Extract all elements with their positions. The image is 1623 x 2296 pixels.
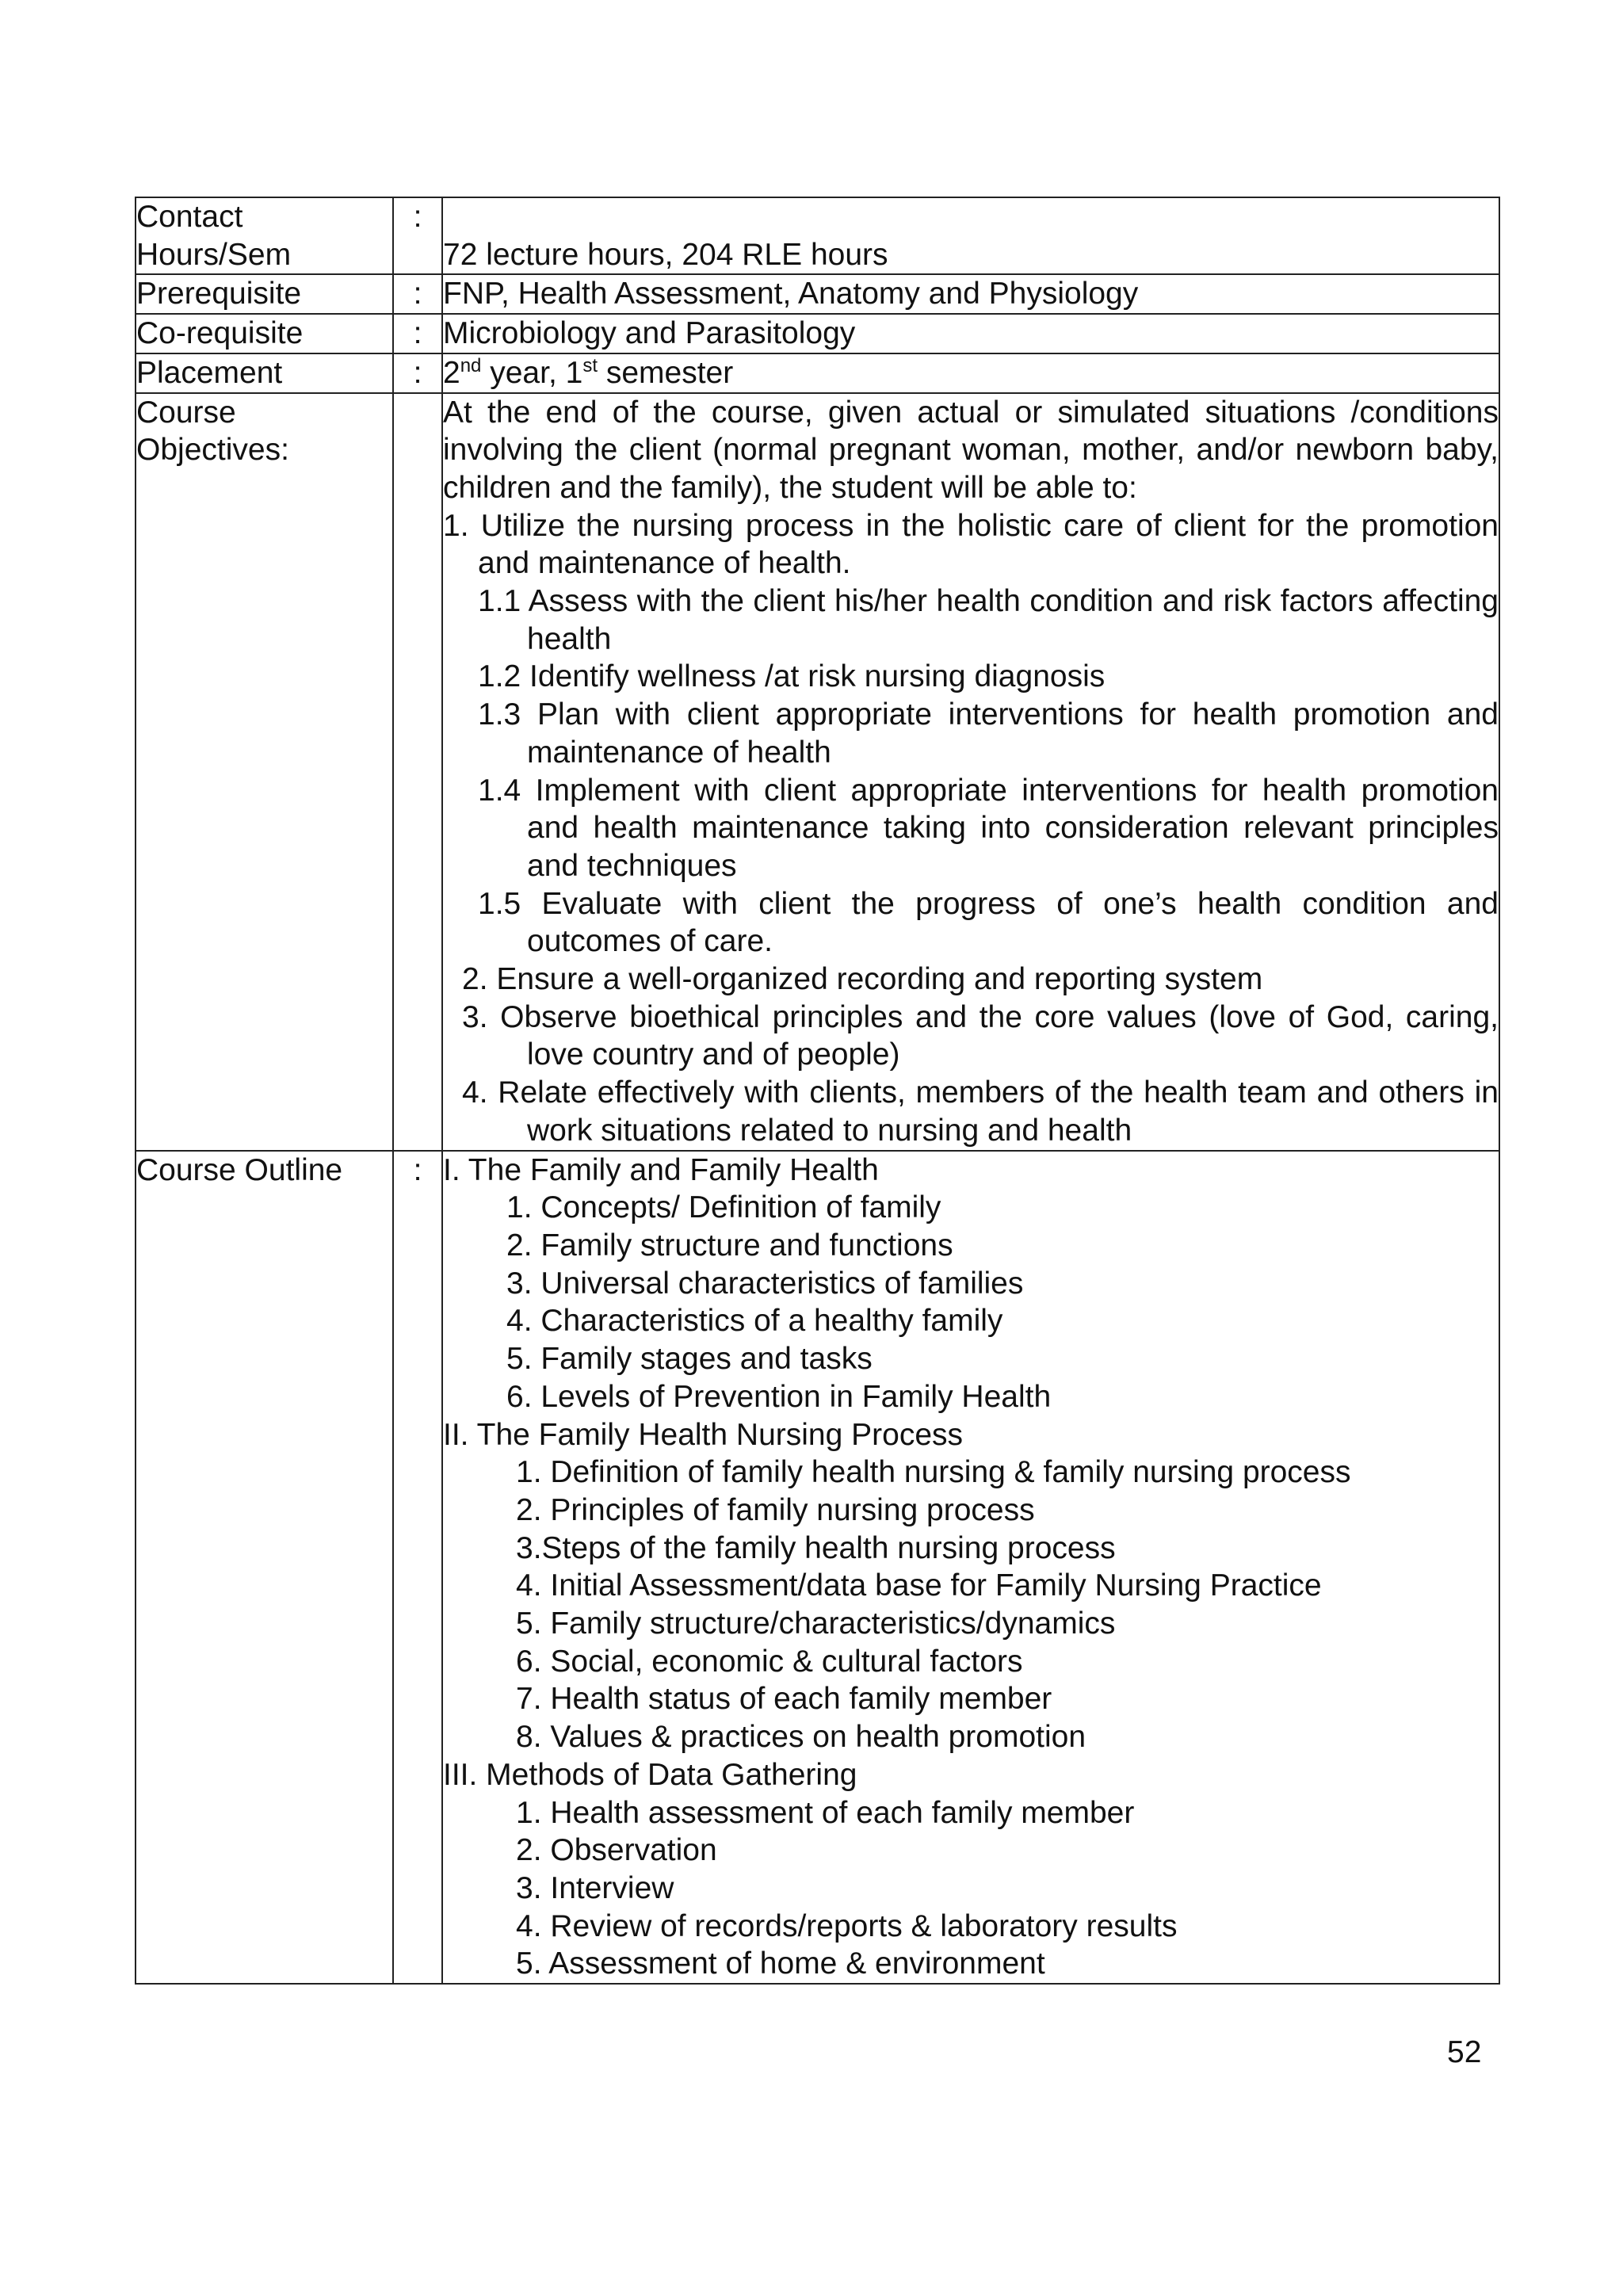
outline-item: 4. Characteristics of a healthy family <box>506 1304 1003 1339</box>
value-prerequisite: FNP, Health Assessment, Anatomy and Physiology <box>442 274 1499 314</box>
value-placement: 2nd year, 1st semester <box>442 353 1499 393</box>
colon-corequisite: : <box>393 314 442 353</box>
outline-item: 3. Interview <box>516 1870 674 1905</box>
row-contact-hours <box>136 197 1499 274</box>
row-corequisite <box>136 314 1499 353</box>
outline-section-title: I. The Family and Family Health <box>443 1152 879 1187</box>
objective-item: 1.5 Evaluate with client the progress of one’s health condition and outcomes of care. <box>478 886 1499 959</box>
outline-item: 2. Family structure and functions <box>506 1228 953 1263</box>
objective-item: 1.1 Assess with the client his/her health condition and risk factors affecting health <box>478 584 1499 656</box>
objective-item: 1.2 Identify wellness /at risk nursing diagnosis <box>478 659 1106 694</box>
outline-section-title: II. The Family Health Nursing Process <box>443 1417 964 1452</box>
page-number: 52 <box>1447 2035 1482 2069</box>
colon-placement: : <box>393 353 442 393</box>
colon-course-outline: : <box>393 1151 442 1984</box>
outline-section-title: III. Methods of Data Gathering <box>443 1757 857 1792</box>
objective-item: 2. Ensure a well-organized recording and reporting system <box>462 962 1263 997</box>
objective-item: 1.3 Plan with client appropriate interventions for health promotion and maintenance of health <box>478 697 1499 770</box>
label-prerequisite: Prerequisite <box>136 274 393 314</box>
outline-item: 2. Observation <box>516 1833 717 1868</box>
outline-item: 1. Definition of family health nursing & family nursing process <box>516 1455 1351 1490</box>
outline-item: 3.Steps of the family health nursing process <box>516 1530 1116 1565</box>
objective-item: 3. Observe bioethical principles and the core values (love of God, caring, love country and of people) <box>462 999 1499 1072</box>
outline-item: 5. Family stages and tasks <box>506 1342 873 1377</box>
outline-item: 7. Health status of each family member <box>516 1682 1052 1717</box>
colon-prerequisite: : <box>393 274 442 314</box>
objective-item: 1. Utilize the nursing process in the holistic care of client for the promotion and maintenance of health. <box>443 508 1499 581</box>
value-course-outline <box>442 1151 1499 1984</box>
label-corequisite: Co-requisite <box>136 314 393 353</box>
outline-item: 6. Social, economic & cultural factors <box>516 1644 1023 1679</box>
row-prerequisite <box>136 274 1499 314</box>
outline-item: 6. Levels of Prevention in Family Health <box>506 1379 1052 1414</box>
outline-item: 2. Principles of family nursing process <box>516 1492 1035 1527</box>
row-course-outline <box>136 1151 1499 1984</box>
value-course-objectives <box>442 393 1499 1151</box>
course-info-table <box>135 197 1500 1985</box>
outline-item: 8. Values & practices on health promotion <box>516 1720 1086 1755</box>
colon-course-objectives <box>393 393 442 1151</box>
objectives-intro: At the end of the course, given actual or simulated situations /conditions involving the client (normal pregnant woman, mother, and/or newborn baby, children and the family), the student will be able to: <box>443 395 1499 505</box>
outline-item: 1. Concepts/ Definition of family <box>506 1190 941 1225</box>
label-contact-hours: Contact Hours/Sem <box>136 197 393 274</box>
outline-item: 3. Universal characteristics of families <box>506 1266 1024 1301</box>
row-placement <box>136 353 1499 393</box>
objective-item: 4. Relate effectively with clients, members of the health team and others in work situations related to nursing and health <box>462 1075 1499 1148</box>
outline-item: 4. Review of records/reports & laboratory results <box>516 1908 1178 1943</box>
outline-item: 5. Assessment of home & environment <box>516 1946 1045 1981</box>
row-course-objectives <box>136 393 1499 1151</box>
outline-item: 4. Initial Assessment/data base for Family Nursing Practice <box>516 1568 1322 1603</box>
outline-item: 5. Family structure/characteristics/dynamics <box>516 1606 1116 1641</box>
value-contact-hours: 72 lecture hours, 204 RLE hours <box>442 197 1499 274</box>
objective-item: 1.4 Implement with client appropriate interventions for health promotion and health maintenance taking into consideration relevant principles and techniques <box>478 773 1499 883</box>
label-course-objectives: Course Objectives: <box>136 393 393 1151</box>
label-placement: Placement <box>136 353 393 393</box>
value-corequisite: Microbiology and Parasitology <box>442 314 1499 353</box>
colon-contact-hours: : <box>393 197 442 274</box>
label-course-outline: Course Outline <box>136 1151 393 1984</box>
outline-item: 1. Health assessment of each family member <box>516 1795 1135 1830</box>
